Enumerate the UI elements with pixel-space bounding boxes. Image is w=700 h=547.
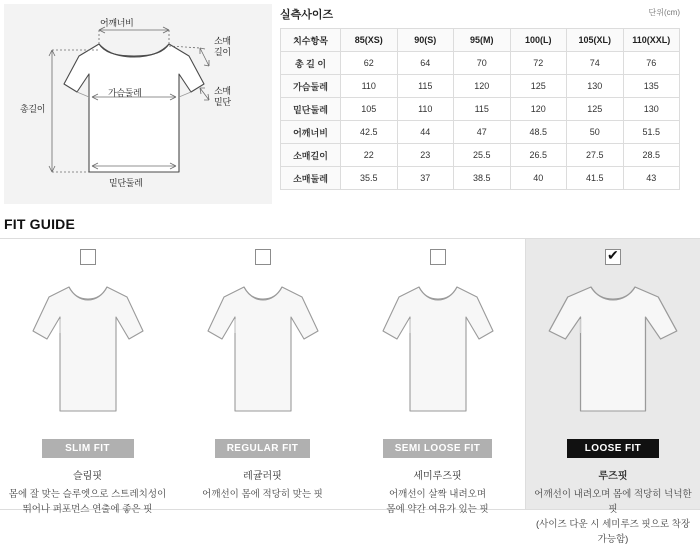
size-table-col-header: 110(XXL): [623, 29, 680, 52]
measurement-diagram-panel: [4, 4, 272, 204]
tshirt-icon: [350, 269, 525, 437]
size-table-cell: 110: [341, 75, 398, 98]
size-table-title: 실측사이즈: [280, 9, 334, 21]
fit-option-badge: SLIM FIT: [42, 439, 134, 458]
size-table-col-header: 90(S): [397, 29, 454, 52]
size-table-cell: 50: [567, 121, 624, 144]
fit-option-checkbox[interactable]: [430, 249, 446, 265]
tshirt-illustration: [188, 269, 338, 429]
tshirt-illustration: [363, 269, 513, 429]
size-table-cell: 120: [454, 75, 511, 98]
size-table-unit: 단위(cm): [648, 8, 680, 17]
fit-option-name-kr: 레귤러핏: [243, 471, 282, 482]
size-table-cell: 72: [510, 52, 567, 75]
size-table: [280, 28, 680, 190]
label-chest: 가슴둘레: [108, 88, 142, 98]
size-table-col-header: 치수항목: [281, 29, 341, 52]
fit-option-loose-fit[interactable]: [525, 239, 700, 545]
size-table-cell: 135: [623, 75, 680, 98]
size-table-cell: 35.5: [341, 167, 398, 190]
size-table-cell: 40: [510, 167, 567, 190]
fit-option-slim-fit[interactable]: [0, 239, 175, 515]
size-table-header-row: [281, 29, 680, 52]
fit-option-badge: REGULAR FIT: [215, 439, 311, 458]
fit-option-semi-loose-fit[interactable]: [350, 239, 525, 515]
size-table-cell: 115: [397, 75, 454, 98]
size-table-cell: 76: [623, 52, 680, 75]
fit-option-name-kr: 슬림핏: [73, 471, 102, 482]
size-table-cell: 48.5: [510, 121, 567, 144]
size-table-cell: 44: [397, 121, 454, 144]
size-table-cell: 120: [510, 98, 567, 121]
size-table-row-label: 소매길이: [281, 144, 341, 167]
size-table-cell: 37: [397, 167, 454, 190]
label-sleeve-length: 소매 길이: [214, 36, 231, 57]
size-table-row: [281, 52, 680, 75]
size-table-cell: 70: [454, 52, 511, 75]
size-table-cell: 22: [341, 144, 398, 167]
fit-option-checkbox[interactable]: [255, 249, 271, 265]
fit-option-checkbox[interactable]: [605, 249, 621, 265]
fit-option-name-kr: 세미루즈핏: [413, 471, 462, 482]
size-table-row-label: 소매둘레: [281, 167, 341, 190]
fit-option-badge: LOOSE FIT: [567, 439, 659, 458]
size-table-cell: 26.5: [510, 144, 567, 167]
size-table-cell: 25.5: [454, 144, 511, 167]
size-table-cell: 110: [397, 98, 454, 121]
size-table-col-header: 100(L): [510, 29, 567, 52]
fit-option-description: 어깨선이 몸에 적당히 맞는 핏: [202, 489, 323, 500]
size-table-row-label: 밑단둘레: [281, 98, 341, 121]
tshirt-icon: [175, 269, 350, 437]
size-table-col-header: 105(XL): [567, 29, 624, 52]
fit-option-name-kr: 루즈핏: [598, 471, 628, 482]
size-table-cell: 125: [567, 98, 624, 121]
size-table-row: [281, 144, 680, 167]
fit-guide-options: [0, 238, 700, 545]
size-table-row: [281, 121, 680, 144]
size-table-row-label: 가슴둘레: [281, 75, 341, 98]
label-sleeve-hem: 소매 밑단: [214, 86, 231, 107]
fit-option-checkbox[interactable]: [80, 249, 96, 265]
size-table-row-label: 어깨너비: [281, 121, 341, 144]
tshirt-icon: [0, 269, 175, 437]
size-table-col-header: 85(XS): [341, 29, 398, 52]
size-table-cell: 105: [341, 98, 398, 121]
fit-guide-heading: FIT GUIDE: [4, 216, 76, 232]
size-table-row-label: 총 길 이: [281, 52, 341, 75]
label-shoulder-width: 어깨너비: [100, 18, 134, 28]
size-table-cell: 42.5: [341, 121, 398, 144]
top-section: [0, 0, 700, 208]
size-table-cell: 51.5: [623, 121, 680, 144]
size-table-cell: 23: [397, 144, 454, 167]
size-table-cell: 74: [567, 52, 624, 75]
size-table-cell: 62: [341, 52, 398, 75]
tshirt-illustration: [13, 269, 163, 429]
tshirt-illustration: [538, 269, 688, 429]
size-table-cell: 27.5: [567, 144, 624, 167]
size-table-cell: 115: [454, 98, 511, 121]
label-bottom-hem: 밑단둘레: [109, 178, 143, 188]
tshirt-icon: [526, 269, 700, 437]
size-table-cell: 28.5: [623, 144, 680, 167]
size-table-cell: 38.5: [454, 167, 511, 190]
fit-option-description: 어깨선이 내려오며 몸에 적당히 넉넉한 핏 (사이즈 다운 시 세미루즈 핏으로 착장 가능함): [534, 489, 692, 545]
size-table-cell: 130: [623, 98, 680, 121]
label-total-length: 총길이: [20, 104, 46, 114]
fit-option-description: 몸에 잘 맞는 슬루엣으로 스트레치성이 뛰어나 퍼포먼스 연출에 좋은 핏: [8, 489, 167, 515]
size-table-cell: 125: [510, 75, 567, 98]
fit-option-description: 어깨선이 살짝 내려오며 몸에 약간 여유가 있는 핏: [386, 489, 489, 515]
size-table-row: [281, 167, 680, 190]
fit-option-regular-fit[interactable]: [175, 239, 350, 509]
size-table-cell: 47: [454, 121, 511, 144]
size-table-cell: 64: [397, 52, 454, 75]
size-table-cell: 41.5: [567, 167, 624, 190]
fit-option-badge: SEMI LOOSE FIT: [383, 439, 493, 458]
size-table-cell: 43: [623, 167, 680, 190]
size-table-row: [281, 98, 680, 121]
size-table-row: [281, 75, 680, 98]
size-table-col-header: 95(M): [454, 29, 511, 52]
size-table-cell: 130: [567, 75, 624, 98]
size-table-area: [272, 0, 690, 208]
